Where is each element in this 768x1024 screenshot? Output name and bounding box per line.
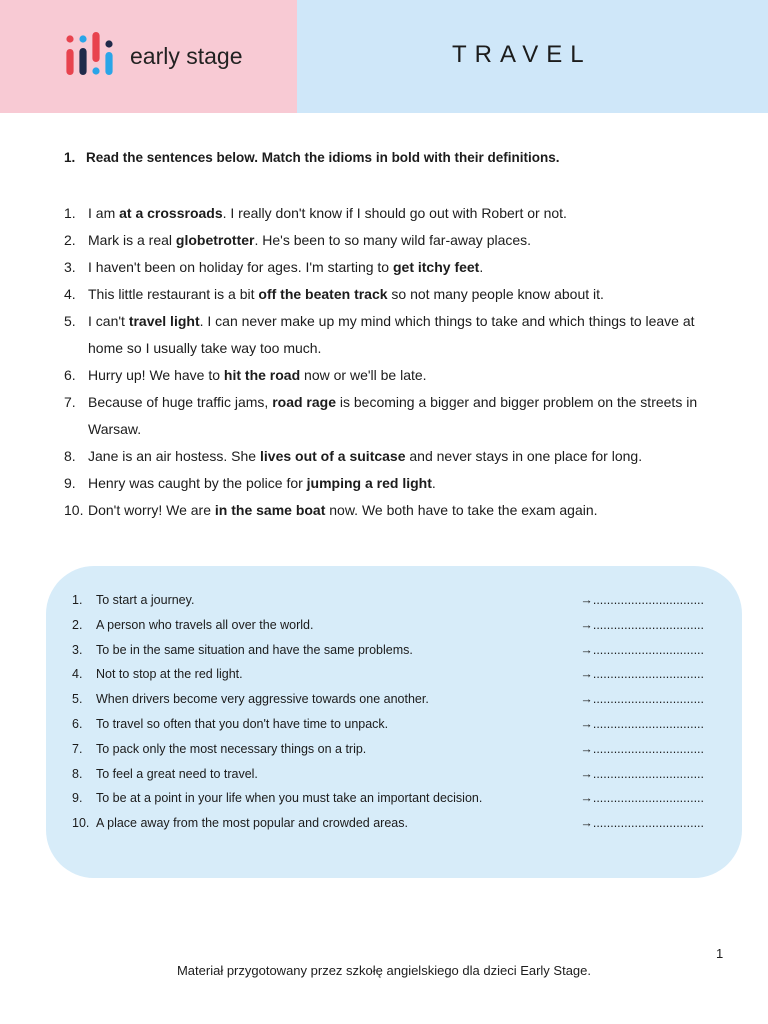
sentence-text [88, 227, 531, 254]
brand-name: early stage [130, 43, 243, 69]
sentence-item [64, 389, 714, 443]
definition-text: To be in the same situation and have the same problems. [96, 642, 413, 657]
answer-blank[interactable]: →................................ [580, 642, 704, 657]
sentence-tail: and never stays in one place for long. [405, 448, 643, 464]
sentence-number: 10. [64, 502, 84, 518]
sentence-lead: Don't worry! We are [88, 502, 215, 518]
sentence-tail: . [431, 475, 436, 491]
instruction-number: 1. [64, 150, 76, 165]
sentence-number: 4. [64, 286, 76, 302]
sentence-item [64, 443, 714, 470]
definition-number: 9. [72, 791, 83, 806]
answer-blank[interactable]: →................................ [580, 741, 704, 756]
definition-item [72, 618, 704, 638]
sentence-tail: is becoming a bigger and bigger problem on the streets in Warsaw. [88, 394, 698, 437]
definition-number: 1. [72, 593, 83, 607]
definition-number: 6. [72, 717, 83, 731]
sentence-tail: now or we'll be late. [300, 367, 427, 383]
definition-text: When drivers become very aggressive towards one another. [96, 692, 429, 707]
sentence-item [64, 254, 714, 281]
sentence-idiom: off the beaten track [258, 286, 388, 302]
definition-number: 7. [72, 741, 83, 756]
sentence-idiom: hit the road [223, 367, 301, 383]
sentence-idiom: road rage [272, 394, 336, 410]
sentence-text [88, 443, 642, 470]
sentence-lead: This little restaurant is a bit [88, 286, 259, 302]
sentence-tail: . [479, 259, 484, 275]
sentence-text [88, 200, 567, 227]
definition-item [72, 667, 704, 687]
sentence-list [64, 200, 714, 524]
sentence-tail: now. We both have to take the exam again. [325, 502, 598, 518]
sentence-lead: Henry was caught by the police for [88, 475, 307, 491]
answer-blank[interactable]: →................................ [580, 692, 704, 707]
answer-blank[interactable]: →................................ [580, 617, 704, 632]
sentence-text [88, 254, 483, 281]
answer-blank[interactable]: →................................ [580, 766, 704, 781]
sentence-item [64, 470, 714, 497]
early-stage-logo-icon [62, 30, 118, 80]
sentence-item [64, 281, 714, 308]
sentence-text [88, 389, 714, 443]
definition-text: To travel so often that you don't have time to unpack. [96, 717, 389, 731]
exercise-instruction [64, 150, 560, 165]
definition-text: Not to stop at the red light. [96, 667, 243, 682]
sentence-number: 2. [64, 232, 76, 248]
sentence-item [64, 308, 714, 362]
definition-text: A person who travels all over the world. [96, 617, 314, 632]
sentence-number: 8. [64, 448, 76, 464]
sentence-lead: Jane is an air hostess. She [88, 448, 260, 464]
definition-text: To be at a point in your life when you must take an important decision. [96, 791, 483, 806]
definition-item [72, 767, 704, 787]
definition-item [72, 692, 704, 712]
sentence-idiom: jumping a red light [306, 475, 432, 491]
definition-item [72, 816, 704, 836]
sentence-item [64, 227, 714, 254]
sentence-number: 1. [64, 205, 76, 221]
answer-blank[interactable]: →................................ [580, 791, 704, 806]
definition-item [72, 742, 704, 762]
definition-number: 3. [72, 642, 83, 657]
sentence-idiom: lives out of a suitcase [260, 448, 406, 464]
instruction-text: Read the sentences below. Match the idioms in bold with their definitions. [86, 150, 560, 165]
page-title: TRAVEL [452, 41, 592, 68]
sentence-lead: Mark is a real [88, 232, 176, 248]
sentence-item [64, 497, 714, 524]
sentence-text [88, 497, 598, 524]
answer-blank[interactable]: →................................ [580, 593, 704, 607]
definition-number: 5. [72, 692, 83, 707]
sentence-tail: . I can never make up my mind which things to take and which things to leave at home so I usually take way too much. [88, 313, 695, 356]
sentence-idiom: in the same boat [214, 502, 326, 518]
sentence-idiom: globetrotter [175, 232, 255, 248]
sentence-item [64, 200, 714, 227]
sentence-lead: Hurry up! We have to [88, 367, 224, 383]
sentence-text [88, 281, 604, 308]
sentence-number: 6. [64, 367, 76, 383]
answer-blank[interactable]: →................................ [580, 717, 704, 731]
answer-blank[interactable]: →................................ [580, 816, 704, 831]
sentence-text [88, 308, 714, 362]
definition-text: To pack only the most necessary things on a trip. [96, 741, 367, 756]
definition-text: To start a journey. [96, 593, 195, 607]
definition-number: 8. [72, 766, 83, 781]
sentence-tail: so not many people know about it. [387, 286, 604, 302]
sentence-number: 3. [64, 259, 76, 275]
definition-text: A place away from the most popular and crowded areas. [96, 816, 408, 831]
sentence-lead: I am [88, 205, 120, 221]
definition-item [72, 791, 704, 811]
sentence-tail: . He's been to so many wild far-away places. [254, 232, 532, 248]
page-number: 1 [716, 946, 724, 961]
answer-blank[interactable]: →................................ [580, 667, 704, 682]
sentence-lead: Because of huge traffic jams, [88, 394, 273, 410]
definition-number: 4. [72, 667, 83, 682]
definition-item [72, 717, 704, 737]
sentence-number: 7. [64, 394, 76, 410]
sentence-number: 5. [64, 313, 76, 329]
sentence-idiom: get itchy feet [392, 259, 480, 275]
sentence-item [64, 362, 714, 389]
definition-item [72, 643, 704, 663]
sentence-idiom: at a crossroads [119, 205, 223, 221]
definition-item [72, 593, 704, 613]
footer-note: Materiał przygotowany przez szkołę angielskiego dla dzieci Early Stage. [176, 963, 592, 978]
definition-number: 2. [72, 617, 83, 632]
sentence-idiom: travel light [128, 313, 200, 329]
sentence-number: 9. [64, 475, 76, 491]
sentence-tail: . I really don't know if I should go out with Robert or not. [222, 205, 567, 221]
definition-number: 10. [72, 816, 90, 831]
definition-text: To feel a great need to travel. [96, 766, 258, 781]
sentence-text [88, 362, 427, 389]
sentence-lead: I can't [88, 313, 129, 329]
sentence-text [88, 470, 436, 497]
sentence-lead: I haven't been on holiday for ages. I'm starting to [88, 259, 393, 275]
